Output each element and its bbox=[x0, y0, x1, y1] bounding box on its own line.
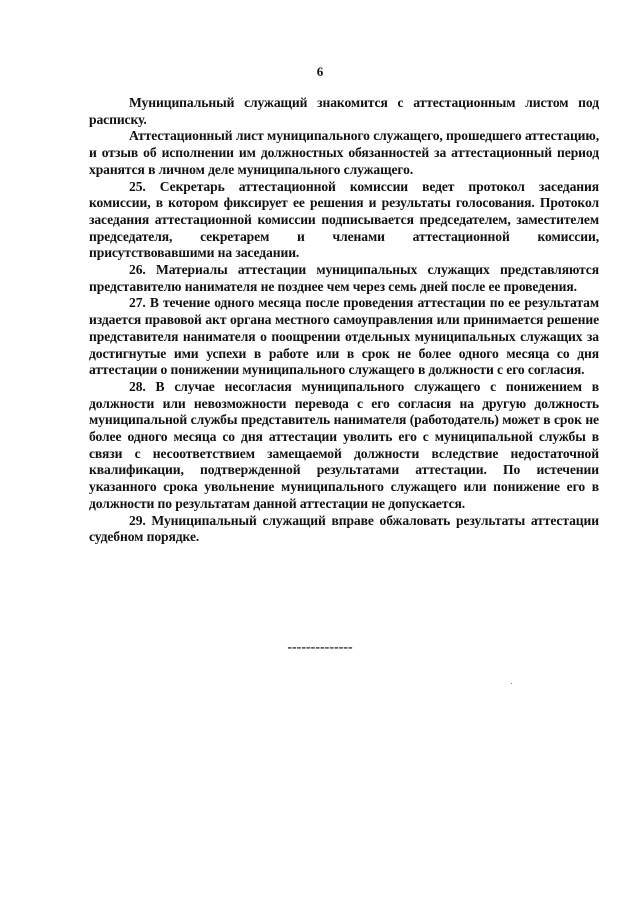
end-of-document-mark: -------------- bbox=[287, 640, 353, 655]
paragraph-25-protocol: 25. Секретарь аттестационной комиссии ведет протокол заседания комиссии, в котором фиксирует ее решения и результаты голосования. Протокол заседания аттестационной комиссии подписывается председателем, заместителем председателя, секретарем и членами аттестационной комиссии, присутствовавшими на заседании. bbox=[89, 178, 599, 261]
scan-speck bbox=[511, 683, 512, 684]
paragraph-29-appeal: 29. Муниципальный служащий вправе обжаловать результаты аттестации судебном порядке. bbox=[89, 512, 599, 545]
paragraph-storage: Аттестационный лист муниципального служащего, прошедшего аттестацию, и отзыв об исполнении им должностных обязанностей за аттестационный период хранятся в личном деле муниципального служащего. bbox=[89, 128, 599, 177]
document-body bbox=[89, 95, 599, 546]
paragraph-27-legal-act: 27. В течение одного месяца после проведения аттестации по ее результатам издается правовой акт органа местного самоуправления или принимается решение представителя нанимателя о поощрении отдельных муниципальных служащих за достигнутые ими успехи в работе или в срок не более одного месяца со дня аттестации о понижении муниципального служащего в должности с его согласия. bbox=[89, 295, 599, 378]
page-number: 6 bbox=[316, 64, 324, 79]
paragraph-26-materials: 26. Материалы аттестации муниципальных служащих представляются представителю нанимателя не позднее чем через семь дней после ее проведения. bbox=[89, 262, 599, 294]
paragraph-28-disagreement: 28. В случае несогласия муниципального служащего с понижением в должности или невозможности перевода с его согласия на другую должность муниципальной службы представитель нанимателя (работодатель) может в срок не более одного месяца со дня аттестации уволить его с муниципальной службы в связи с несоответствием замещаемой должности вследствие недостаточной квалификации, подтвержденной результатами аттестации. По истечении указанного срока увольнение муниципального служащего или понижение его в должности по результатам данной аттестации не допускается. bbox=[89, 378, 599, 511]
paragraph-acquaintance: Муниципальный служащий знакомится с аттестационным листом под расписку. bbox=[89, 95, 599, 127]
